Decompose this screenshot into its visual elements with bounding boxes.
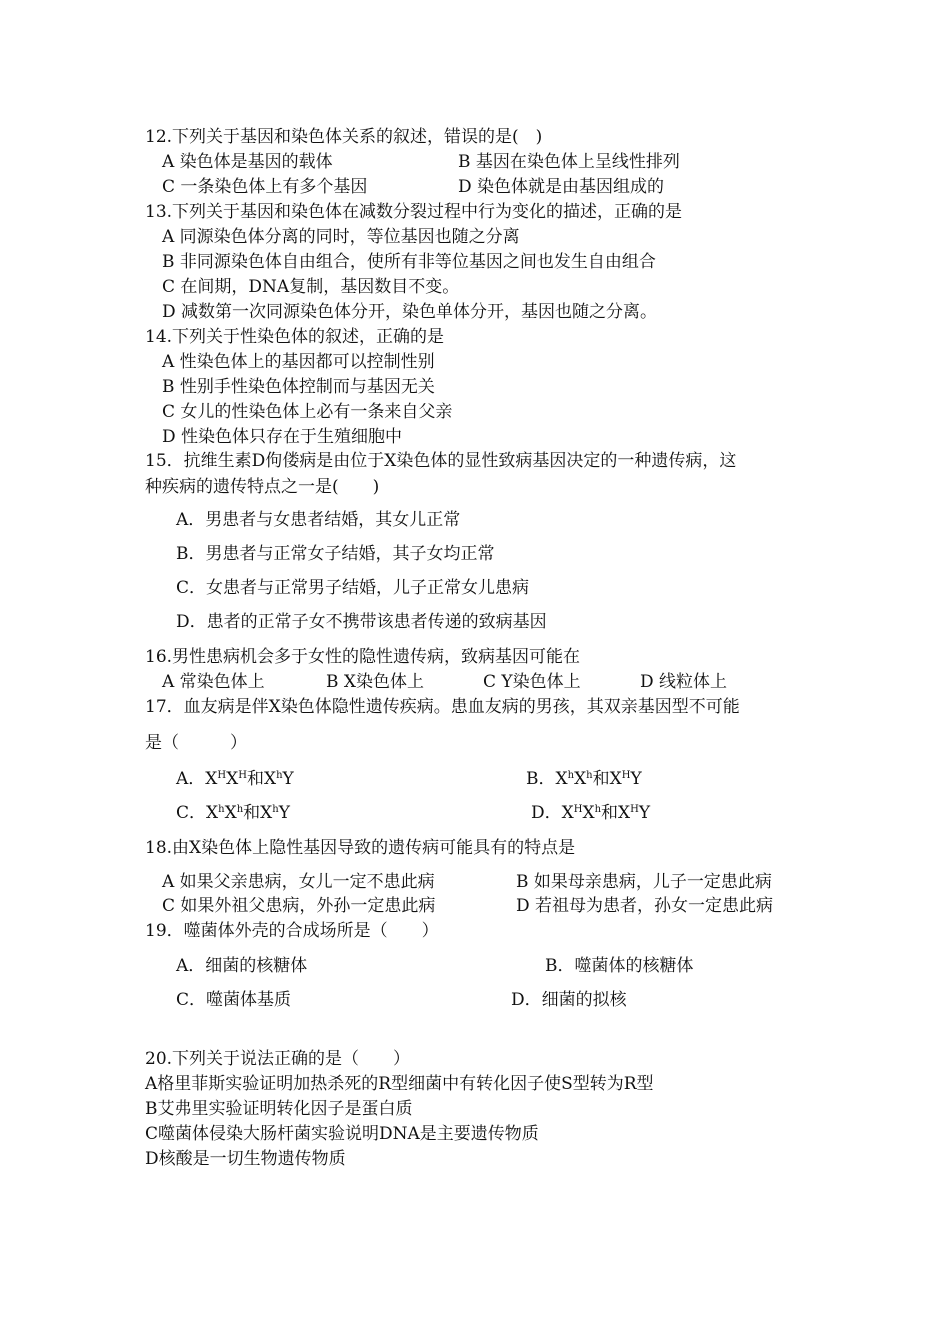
question-17-option-a: A．$X^HX^H$和$X^hY$ <box>176 769 294 789</box>
question-15-option-b: B．男患者与正常女子结婚，其子女均正常 <box>176 544 495 564</box>
question-17-stem-line1: 17．血友病是伴X染色体隐性遗传疾病。患血友病的男孩，其双亲基因型不可能 <box>145 697 740 717</box>
question-19-option-d: D．细菌的拟核 <box>511 990 627 1010</box>
question-17-stem-line2: 是（ ） <box>145 733 247 753</box>
option-label: A． <box>176 769 206 789</box>
question-15-option-a: A．男患者与女患者结婚，其女儿正常 <box>176 510 461 530</box>
question-15-stem-line1: 15．抗维生素D佝偻病是由位于X染色体的显性致病基因决定的一种遗传病，这 <box>145 451 737 471</box>
question-19-option-a: A．细菌的核糖体 <box>176 956 308 976</box>
option-label: C． <box>176 803 207 823</box>
question-12-option-a: A 染色体是基因的载体 <box>162 152 333 172</box>
question-20-option-d: D核酸是一切生物遗传物质 <box>145 1149 346 1169</box>
question-18-option-c: C 如果外祖父患病，外孙一定患此病 <box>162 896 436 916</box>
question-19-option-b: B．噬菌体的核糖体 <box>545 956 694 976</box>
question-12-option-b: B 基因在染色体上呈线性排列 <box>458 152 680 172</box>
question-14-option-c: C 女儿的性染色体上必有一条来自父亲 <box>162 402 453 422</box>
question-12-stem: 12.下列关于基因和染色体关系的叙述，错误的是( ) <box>145 127 543 147</box>
question-16-option-c: C Y染色体上 <box>483 672 581 692</box>
question-17-option-c: C．$X^hX^h$和$X^hY$ <box>176 803 290 823</box>
question-18-option-d: D 若祖母为患者，孙女一定患此病 <box>516 896 774 916</box>
question-19-option-c: C．噬菌体基质 <box>176 990 292 1010</box>
question-14-stem: 14.下列关于性染色体的叙述，正确的是 <box>145 327 445 347</box>
question-13-stem: 13.下列关于基因和染色体在减数分裂过程中行为变化的描述，正确的是 <box>145 202 683 222</box>
question-17-option-d: D．$X^HX^h$和$X^HY$ <box>531 803 651 823</box>
question-14-option-d: D 性染色体只存在于生殖细胞中 <box>162 427 403 447</box>
question-20-stem: 20.下列关于说法正确的是（ ） <box>145 1049 411 1069</box>
question-16-stem: 16.男性患病机会多于女性的隐性遗传病，致病基因可能在 <box>145 647 581 667</box>
question-13-option-a: A 同源染色体分离的同时，等位基因也随之分离 <box>162 227 520 247</box>
question-15-stem-line2: 种疾病的遗传特点之一是( ) <box>145 477 380 497</box>
question-14-option-a: A 性染色体上的基因都可以控制性别 <box>162 352 435 372</box>
option-label: B． <box>526 769 556 789</box>
question-18-stem: 18.由X染色体上隐性基因导致的遗传病可能具有的特点是 <box>145 838 576 858</box>
question-18-option-a: A 如果父亲患病，女儿一定不患此病 <box>162 872 435 892</box>
question-16-option-b: B X染色体上 <box>326 672 424 692</box>
question-15-option-c: C．女患者与正常男子结婚，儿子正常女儿患病 <box>176 578 530 598</box>
question-15-option-d: D．患者的正常子女不携带该患者传递的致病基因 <box>176 612 547 632</box>
question-16-option-a: A 常染色体上 <box>162 672 265 692</box>
question-13-option-d: D 减数第一次同源染色体分开，染色单体分开，基因也随之分离。 <box>162 302 658 322</box>
question-12-option-c: C 一条染色体上有多个基因 <box>162 177 368 197</box>
question-20-option-a: A格里菲斯实验证明加热杀死的R型细菌中有转化因子使S型转为R型 <box>145 1074 654 1094</box>
question-13-option-c: C 在间期，DNA复制，基因数目不变。 <box>162 277 460 297</box>
question-20-option-c: C噬菌体侵染大肠杆菌实验说明DNA是主要遗传物质 <box>145 1124 539 1144</box>
question-14-option-b: B 性别手性染色体控制而与基因无关 <box>162 377 435 397</box>
option-label: D． <box>531 803 562 823</box>
question-18-option-b: B 如果母亲患病，儿子一定患此病 <box>516 872 772 892</box>
question-19-stem: 19．噬菌体外壳的合成场所是（ ） <box>145 921 439 941</box>
question-20-option-b: B艾弗里实验证明转化因子是蛋白质 <box>145 1099 413 1119</box>
question-12-option-d: D 染色体就是由基因组成的 <box>458 177 665 197</box>
question-13-option-b: B 非同源染色体自由组合，使所有非等位基因之间也发生自由组合 <box>162 252 656 272</box>
question-16-option-d: D 线粒体上 <box>640 672 728 692</box>
question-17-option-b: B．$X^hX^h$和$X^HY$ <box>526 769 642 789</box>
